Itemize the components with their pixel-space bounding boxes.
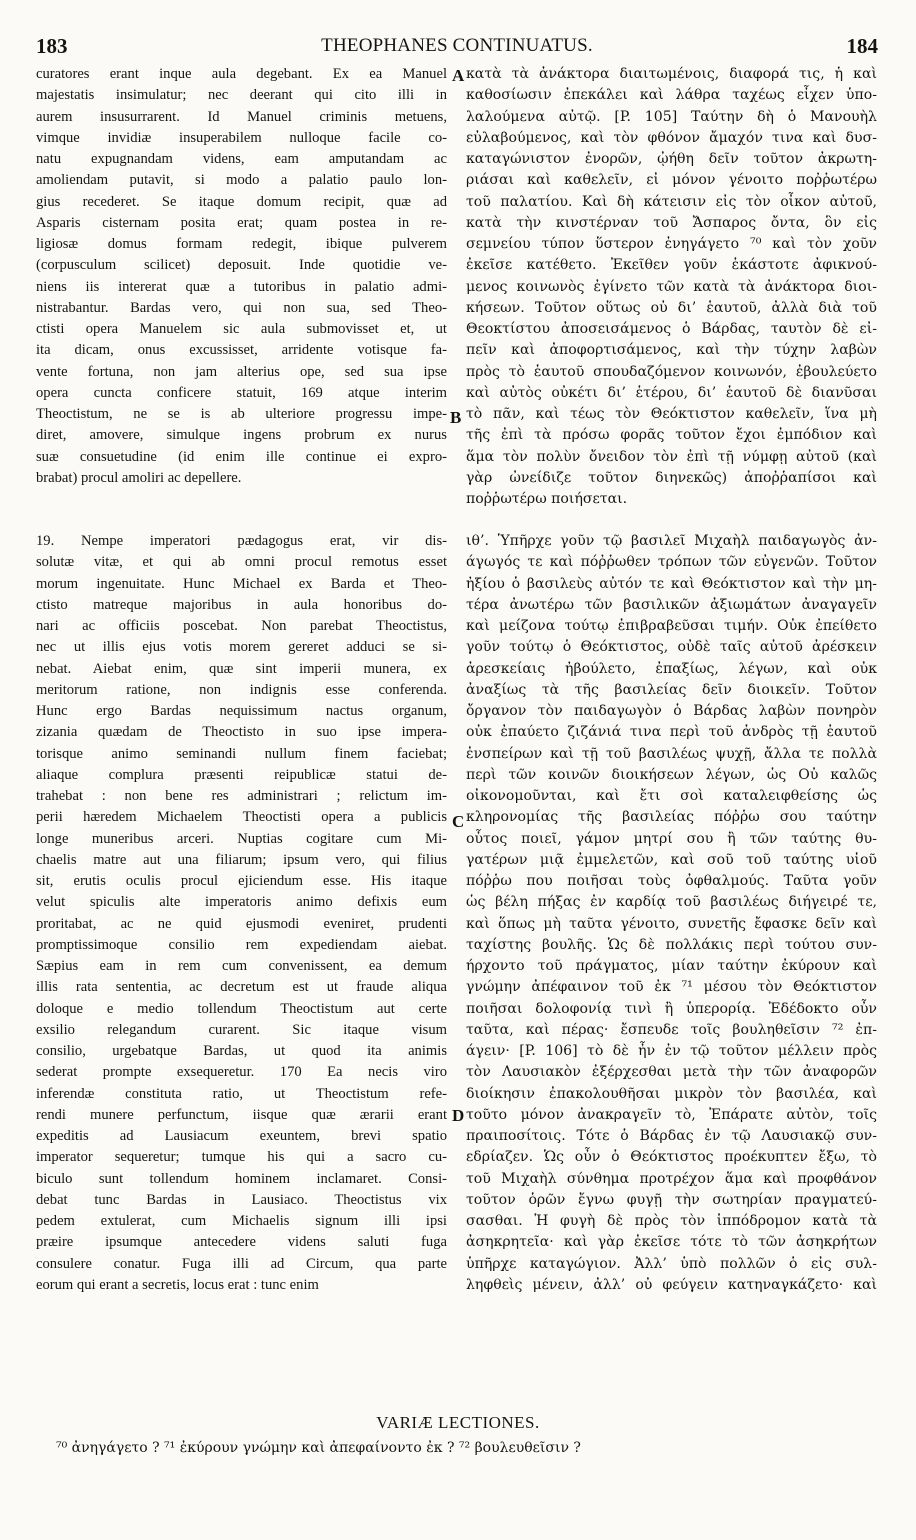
greek-text-line: ταῦτα, καὶ πέρας· ἔσπευδε τοῖς βουληθεῖσιν ⁷² ἐπ-	[466, 1021, 877, 1038]
greek-text-line: ιθ’. Ὑπῆρχε γοῦν τῷ βασιλεῖ Μιχαὴλ παιδαγωγὸς ἀν-	[466, 533, 877, 549]
greek-text-line: άγωγός τε καὶ πόῤῥωθεν τρόπων τῶν εὐγενῶν. Τοῦτον	[466, 554, 877, 571]
greek-text-line: ὄργανον τὸν παιδαγωγὸν ὁ Βάρδας λαβὼν πονηρὸν	[466, 703, 877, 719]
greek-text-line: ριάσαι καὶ καθελεῖν, εἰ μόνον γένοιτο ποῤῥωτέρω	[466, 172, 877, 189]
greek-text-line: καὶ ὅπως μὴ ταῦτα γένοιτο, συνετῆς ἔφασκε δεῖν καὶ	[466, 915, 877, 932]
latin-text-line: biculo sunt tollendum hominem inclamaret. Consi-	[36, 1170, 447, 1187]
margin-letter-d: D	[452, 1106, 465, 1125]
greek-text-line: τὸν Λαυσιακὸν ἐξέρχεσθαι μετὰ τὴν τῶν ἀναφορῶν	[466, 1064, 877, 1081]
latin-text-line: torisque animo seminandi nullum finem faciebat;	[36, 745, 447, 762]
latin-text-line: præire ipsumque antecedere videns saluti fuga	[36, 1234, 447, 1251]
greek-text-line: μενος κοινωνὸς ἐγίνετο τῶν κατὰ τὰ ἀνάκτορα διοι-	[466, 278, 877, 295]
latin-text-line: vente fortuna, non jam alterius ope, sed sua ipse	[36, 363, 447, 380]
greek-text-line: σασθαι. Ἡ φυγὴ δὲ πρὸς τὸν ἱππόδρομον κατὰ τὰ	[466, 1213, 877, 1229]
latin-text-line: ligiosæ domus formam redegit, ibique pulverem	[36, 236, 447, 252]
latin-text-line: proritabat, ac ne quid ejusmodi eveniret, prudenti	[36, 915, 447, 932]
latin-text-line: amoliendam putavit, si modo a palatio paulo lon-	[36, 172, 447, 189]
latin-text-line: eorum qui erant a secretis, locus erat : tunc enim	[36, 1276, 319, 1293]
margin-letter-b: B	[450, 408, 462, 427]
latin-column	[36, 64, 447, 1296]
greek-text-line: κήσεων. Τοῦτον οὕτως οὐ δι’ ἑαυτοῦ, ἀλλὰ διὰ τοῦ	[466, 299, 877, 316]
greek-text-line: καὶ μείζονα τούτῳ ἐπιβραβεῦσαι τιμήν. Οὐκ ἐπείθετο	[466, 618, 877, 634]
greek-text-line: κληρονομίας τῆς βασιλείας πόῤῥω σου ταύτην	[466, 809, 877, 826]
latin-text-line: rendi munere perfunctum, iisque quæ ærarii erant	[36, 1106, 447, 1123]
latin-text-line: diret, amovere, simulque ingens probrum ex nurus	[36, 427, 447, 444]
greek-text-line: ἐνσπείρων καὶ τῇ τοῦ βασιλέως ψυχῇ, ἄλλα τε πολλὰ	[466, 745, 877, 762]
latin-text-line: exsilio relegandum curarent. Sic itaque visum	[36, 1021, 447, 1038]
greek-text-line: Θεοκτίστου ἀποσεισάμενος ὁ Βάρδας, ταυτὸν δὲ εἰ-	[466, 321, 877, 337]
greek-column	[466, 64, 877, 1296]
greek-text-line: γατέρων μιᾷ ἐμμελετῶν, καὶ σοῦ τοῦ ταύτης υἱοῦ	[466, 851, 877, 868]
latin-text-line: nari ac officiis poscebat. Non parebat Theoctistus,	[36, 618, 447, 634]
latin-text-line: doloque e medio tollendum Theoctistum aut certe	[36, 1000, 447, 1017]
latin-text-line: niens iis intererat quæ a tutoribus in palatio admi-	[36, 278, 447, 295]
latin-text-line: consilio, urgebatque Bardas, ut quod ita animis	[36, 1043, 447, 1059]
latin-text-line: imperator sequeretur; tumque his qui a sacro cu-	[36, 1149, 447, 1166]
greek-text-line: ἀρεσκείαις ἠβούλετο, ἐπαξίως, λέγων, καὶ οὐκ	[466, 660, 877, 677]
greek-text-line: τοῦ παλατίου. Καὶ δὴ κάτεισιν εἰς τὸν οἶκον αὐτοῦ,	[466, 193, 877, 210]
greek-text-line: εδρίαζεν. Ὡς οὖν ὁ Θεόκτιστος προέκυπτεν ἔξω, τὸ	[466, 1149, 877, 1166]
greek-text-line: ποῤῥωτέρω ποιήσεται.	[466, 491, 628, 507]
running-title: THEOPHANES CONTINUATUS.	[321, 35, 593, 56]
greek-text-line: καθοσίωσιν ἐπεκάλει καὶ λάθρα ταχέως εἶχεν ὑπο-	[466, 87, 877, 104]
greek-text-line: πόῤῥω που ποιῆσαι τοὺς ὀφθαλμούς. Ταῦτα γοῦν	[466, 873, 877, 889]
greek-text-line: πεῖν καὶ ἀποφορτισάμενος, καὶ τὴν τύχην λαβὼν	[466, 342, 877, 359]
greek-text-line: ήρχοντο τοῦ πράγματος, μίαν ταύτην ἐκύρουν καὶ	[466, 958, 877, 974]
latin-text-line: Hunc ergo Bardas nequissimum nactus organum,	[36, 703, 447, 719]
latin-text-line: Sæpius eam in rem cum convenissent, ea demum	[36, 958, 447, 974]
greek-text-line: περὶ τῶν κοινῶν διοικήσεων λέγων, ὡς Οὐ καλῶς	[466, 766, 877, 783]
latin-text-line: nec ut illis ejus votis morem gereret adduci se si-	[36, 639, 447, 656]
latin-text-line	[36, 489, 447, 531]
greek-text-line: ληφθεὶς μένειν, ἀλλ’ οὐ φεύγειν κατηναγκάζετο· καὶ	[466, 1276, 877, 1293]
latin-text-line: brabat) procul amoliri ac depellere.	[36, 469, 242, 486]
latin-text-line: velut spiculis alte imperatoris animo defixis eum	[36, 894, 447, 911]
latin-text-line: pedem extulerat, cum Michaelis signum illi ipsi	[36, 1213, 447, 1229]
greek-text-line: τοῦτον ὁρῶν ἔγνω φυγῇ τὴν σωτηρίαν πραγματεύ-	[466, 1191, 877, 1208]
latin-text-line: suæ consuetudine (id enim ille continue ei expro-	[36, 448, 447, 465]
latin-text-line: Asparis cisternam posita erat; quam postea in re-	[36, 214, 447, 231]
greek-text-line: ταχίστης βουλῆς. Ὡς δὲ πολλάκις περὶ τούτου συν-	[466, 936, 877, 953]
greek-text-line: σεμνείου τύπον ὕστερον ἐνηγάγετο ⁷⁰ καὶ τὸν χοῦν	[466, 236, 877, 252]
latin-text-line: debat tunc Bardas in Lausiaco. Theoctistus vix	[36, 1191, 447, 1208]
greek-text-line: καταγώνιστον ἐνορῶν, ᾠήθη δεῖν τοῦτον ἀκρωτη-	[466, 151, 877, 167]
greek-text-line: εὐλαβούμενος, καὶ τὸν φθόνον ἄμαχόν τινα καὶ δυσ-	[466, 129, 877, 146]
greek-text-line: ὑπῆρχε καταγώγιον. Ἀλλ’ ὑπὸ πολλῶν ὁ εἰς συλ-	[466, 1255, 877, 1272]
latin-text-line: chaelis matre aut una filiarum; ipsum vero, qui filius	[36, 851, 447, 868]
greek-text-line: καὶ αὐτὸς οὐκέτι δι’ ἑτέρου, δι’ ἑαυτοῦ δὲ διανῦσαι	[466, 384, 877, 401]
latin-text-line: consulere conatur. Fuga illi ad Circum, qua parte	[36, 1255, 447, 1272]
latin-text-line: aurem insusurrarent. Id Manuel criminis metuens,	[36, 108, 447, 125]
latin-text-line: solutæ vitæ, et qui ab omni procul remotus esset	[36, 554, 447, 571]
latin-text-line: opera cuncta conficere statuit, 169 atque interim	[36, 384, 447, 401]
greek-text-line: ἀναξίως τὰ τῆς βασιλείας δεῖν διοικεῖν. Τοῦτον	[466, 681, 877, 698]
page-number-right: 184	[846, 34, 878, 58]
greek-text-line: άγειν· [P. 106] τὸ δὲ ἦν ἐν τῷ τοῦτον μέλλειν πρὸς	[466, 1043, 877, 1059]
greek-text-line: τὸ πᾶν, καὶ τέως τὸν Θεόκτιστον καθελεῖν, ἵνα μὴ	[466, 406, 877, 422]
latin-text-line: Theoctistum, ne se is ab ulteriore progressu impe-	[36, 406, 447, 422]
latin-text-line: zizania quædam de Theoctisto in suo ipse impera-	[36, 724, 447, 741]
page-number-left: 183	[36, 34, 68, 58]
greek-text-line: τέρα ἀνωτέρω τῶν βασιλικῶν ἀξιωμάτων ἀναγαγεῖν	[466, 596, 877, 613]
greek-text-line: ποιῆσαι δολοφονίᾳ τινὶ ἢ ὑπερορίᾳ. Ἐδέδοκτο οὖν	[466, 1000, 877, 1017]
latin-text-line: ita dicam, onus excussisset, arridente votisque fa-	[36, 342, 447, 359]
latin-text-line: aliaque complura præsenti reipublicæ statui de-	[36, 766, 447, 783]
margin-letter-a: A	[452, 66, 465, 85]
running-header	[36, 34, 878, 60]
latin-text-line: majestatis insimulatur; nec deerant qui cito illi in	[36, 87, 447, 104]
footnotes: ⁷⁰ ἀνηγάγετο ? ⁷¹ ἐκύρουν γνώμην καὶ ἀπεφαίνοντο ἐκ ? ⁷² βουλευθεῖσιν ?	[56, 1440, 581, 1456]
latin-text-line: nebat. Aiebat enim, quæ sint imperii munera, ex	[36, 660, 447, 677]
greek-text-line: πρὸς τὸ ἑαυτοῦ σπουδαζόμενον κοινωνόν, ἐβουλεύετο	[466, 363, 877, 380]
greek-text-line: γὰρ ὠνείδιζε τοῦτον διηνεκῶς) ἀποῤῥαπίσοι καὶ	[466, 469, 877, 486]
latin-text-line: meritorum ratione, non indignis esse conferenda.	[36, 681, 447, 698]
latin-text-line: nistrabantur. Bardas vero, qui non sua, sed Theo-	[36, 299, 447, 316]
latin-text-line: ctisto matreque majoribus in aula honoribus do-	[36, 596, 447, 613]
greek-text-line: ὡς βέλη πήξας ἐν καρδίᾳ τοῦ βασιλέως διήγειρέ τε,	[466, 894, 877, 911]
greek-text-line: τοῦ Μιχαὴλ σύνθημα προτρέχον ἅμα καὶ προφθάνον	[466, 1170, 877, 1187]
greek-text-line: ἅμα τὸν πολὺν ὄνειδον τὸν ἐπὶ τῇ νύμφῃ αὐτοῦ (καὶ	[466, 448, 877, 465]
greek-text-line: γοῦν τούτῳ ὁ Θεόκτιστος, οὐδὲ ταῖς αὐτοῦ ἀρέσκειν	[466, 639, 877, 656]
greek-text-line: πραιποσίτοις. Τότε ὁ Βάρδας ἐν τῷ Λαυσιακῷ συν-	[466, 1128, 877, 1144]
greek-text-line: τῆς ἐπὶ τὰ πρόσω φορᾶς τοῦτον ἔχοι ἐμπόδιον καὶ	[466, 427, 877, 444]
greek-text-line: διοίκησιν ἐπακολουθῆσαι μικρὸν τὸν βασιλέα, καὶ	[466, 1085, 877, 1102]
latin-text-line: sederat prompte exsequeretur. 170 Ea necis viro	[36, 1064, 447, 1081]
latin-text-line: morum ingenuitate. Hunc Michael ex Barda et Theo-	[36, 575, 447, 592]
latin-text-line: natu expugnandam videns, eam amputandam ac	[36, 151, 447, 167]
latin-text-line: longe muneribus arceri. Nuptias cogitare cum Mi-	[36, 830, 447, 847]
greek-text-line: κατὰ τὰ ἀνάκτορα διαιτωμένοις, διαφορά τις, ἡ καὶ	[466, 66, 877, 82]
latin-text-line: gius recederet. Se itaque domum recipit, quæ ad	[36, 193, 447, 210]
latin-text-line: inferendæ constituta ratio, ut Theoctistum refe-	[36, 1085, 447, 1102]
greek-text-line: γνώμην ἀπέφαινον τοῦ ἐκ ⁷¹ μέσου τὸν Θεόκτιστον	[466, 979, 877, 996]
greek-text-line: τοῦτο μόνον ἀνακραγεῖν τὸ, Ἐπάρατε αὐτὸν, τοῖς	[466, 1106, 877, 1123]
latin-text-line: trahebat : non bene res administrari ; relictum im-	[36, 788, 447, 804]
greek-text-line: λαλούμενα αὐτῷ. [P. 105] Ταύτην δὴ ὁ Μανουὴλ	[466, 108, 877, 125]
greek-text-line: ἠξίου ὁ βασιλεὺς αὐτόν τε καὶ Θεόκτιστον καὶ τὴν μη-	[466, 575, 877, 592]
greek-text-line: ἀσηκρητεῖα· καὶ γὰρ ἐκεῖσε τότε τὸ τῶν ἀσηκρήτων	[466, 1234, 877, 1251]
greek-text-line: ἐκεῖσε κατέθετο. Ἐκεῖθεν γοῦν ἑκάστοτε ἀφικνού-	[466, 257, 877, 274]
latin-text-line: sit, erutis oculis procul ejiciendum esse. His itaque	[36, 873, 447, 889]
greek-text-line: οὗτος ποιεῖ, γάμον μητρί σου ἢ τῶν ταύτης θυ-	[466, 830, 877, 847]
latin-text-line: curatores erant inque aula degebant. Ex ea Manuel	[36, 66, 447, 82]
latin-text-line: 19. Nempe imperatori pædagogus erat, vir dis-	[36, 533, 447, 549]
margin-letter-c: C	[452, 812, 465, 831]
latin-text-line: illis rata sententia, ac decretum est ut fraude aliqua	[36, 979, 447, 996]
latin-text-line: expeditis ad Lausiacum exeuntem, brevi spatio	[36, 1128, 447, 1144]
greek-text-line: κατὰ τὴν κινστέρναν τοῦ Ἄσπαρος ὄντα, ὃν εἰς	[466, 214, 877, 231]
latin-text-line: (corpusculum scilicet) deposuit. Inde quotidie ve-	[36, 257, 447, 274]
latin-text-line: perii hæredem Michaelem Theoctisti opera a publicis	[36, 809, 447, 826]
variae-lectiones-title: VARIÆ LECTIONES.	[376, 1413, 540, 1432]
greek-text-line: οἰκονομοῦνται, καὶ ἔτι σοὶ καταλειφθείσης ὡς	[466, 788, 877, 804]
latin-text-line: promptissimoque consilio rem expediendam aiebat.	[36, 936, 447, 953]
latin-text-line: ctisti opera Manuelem sic aula submovisset et, ut	[36, 321, 447, 337]
latin-text-line: vimque invidiæ insuperabilem nulloque facile co-	[36, 129, 447, 146]
greek-text-line: οὐκ ἐπαύετο ζιζάνιά τινα περὶ τοῦ ἀνδρὸς τῇ ἑαυτοῦ	[466, 724, 877, 741]
